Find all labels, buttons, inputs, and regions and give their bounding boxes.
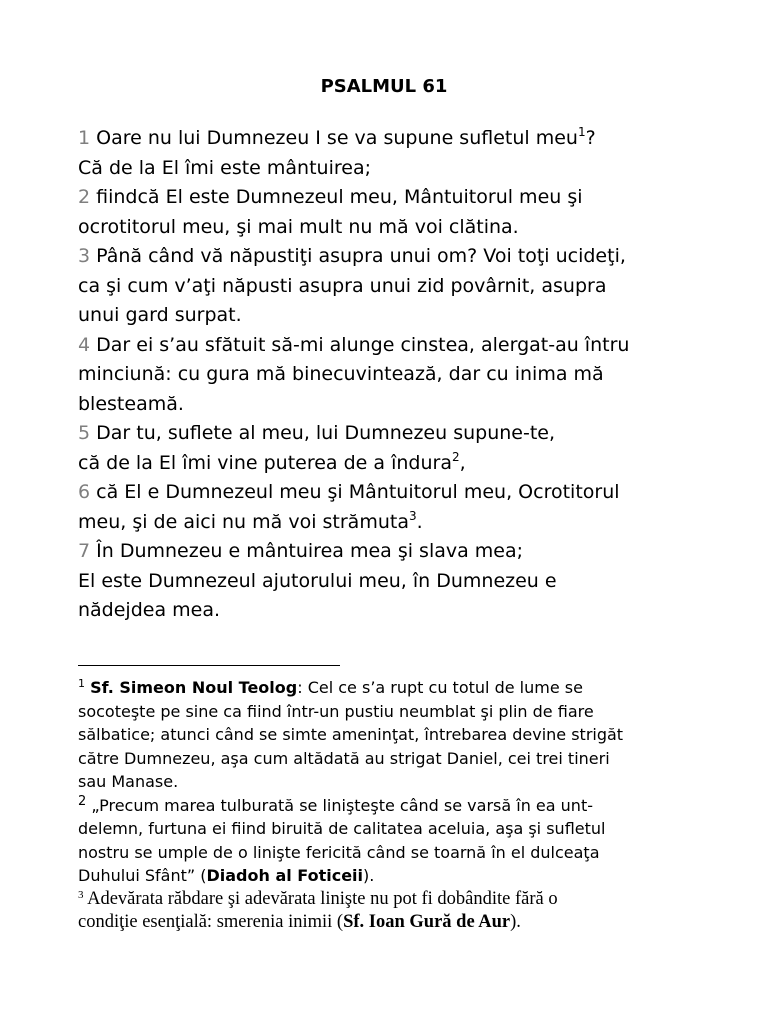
verse-text: meu, şi de aici nu mă voi strămuta: [78, 510, 409, 533]
verse-5-line-1: [78, 419, 738, 449]
verse-7-line-3: [78, 596, 738, 626]
verse-1-line-2: [78, 154, 738, 184]
verse-3-line-3: [78, 301, 738, 331]
footnote-number: 2: [78, 793, 87, 809]
verse-text: că El e Dumnezeul meu şi Mântuitorul meu, Ocrotitorul: [96, 481, 620, 503]
verse-text: În Dumnezeu e mântuirea mea şi slava mea;: [96, 540, 524, 562]
verse-text: Până când vă năpustiţi asupra unui om? Voi toţi ucideţi,: [96, 245, 626, 267]
footnote-1-line-5: [78, 770, 738, 794]
verse-text: nădejdea mea.: [78, 599, 221, 621]
verse-4-line-2: [78, 360, 738, 390]
footnote-number: 3: [78, 888, 84, 901]
verse-text: ca şi cum v’aţi năpusti asupra unui zid povârnit, asupra: [78, 274, 607, 297]
verse-number: 7: [78, 540, 91, 562]
footnote-text: sau Manase.: [78, 772, 179, 791]
verse-3-line-1: [78, 242, 738, 272]
footnote-1-line-2: [78, 700, 738, 724]
footnote-text: socoteşte pe sine ca fiind într-un pustiu neumblat şi plin de fiare: [78, 701, 594, 721]
verse-text: Dar tu, suflete al meu, lui Dumnezeu supune-te,: [96, 422, 555, 444]
footnote-text: ).: [363, 866, 375, 885]
footnote-ref: 1: [577, 125, 586, 139]
footnote-number: 1: [78, 677, 85, 690]
verse-2-line-2: [78, 213, 738, 243]
footnote-text: Duhului Sfânt” (: [78, 866, 207, 885]
verse-text: El este Dumnezeul ajutorului meu, în Dumnezeu e: [78, 569, 557, 592]
verse-2-line-1: [78, 183, 738, 213]
footnotes: [78, 676, 738, 935]
footnote-text: „Precum marea tulburată se linişteşte când se varsă în ea unt-: [91, 795, 593, 815]
footnote-text: ).: [510, 912, 521, 932]
footnote-text: către Dumnezeu, aşa cum altădată au strigat Daniel, cei trei tineri: [78, 748, 610, 768]
verse-6-line-2: [78, 508, 738, 538]
footnote-2-line-3: [78, 841, 738, 865]
verse-number: 6: [78, 481, 91, 503]
verse-7-line-1: [78, 537, 738, 567]
verse-text: Dar ei s’au sfătuit să-mi alunge cinstea, alergat-au întru: [96, 333, 630, 356]
verse-4-line-1: [78, 331, 738, 361]
footnote-1-line-3: [78, 723, 738, 747]
footnote-text: sălbatice; atunci când se simte ameninţat, întrebarea devine strigăt: [78, 725, 624, 744]
verse-1-line-1: [78, 124, 738, 154]
verse-text: .: [416, 510, 423, 533]
verse-number: 4: [78, 333, 91, 356]
footnote-ref: 2: [451, 449, 460, 464]
page-title: PSALMUL 61: [320, 76, 448, 97]
footnote-1-line-1: [78, 676, 738, 700]
verse-text: fiindcă El este Dumnezeul meu, Mântuitorul meu şi: [96, 186, 583, 208]
verse-text: ,: [459, 451, 466, 474]
footnote-text: condiţie esenţială: smerenia inimii (: [78, 912, 344, 932]
footnote-author: Sf. Simeon Noul Teolog: [90, 678, 298, 697]
footnote-3-line-2: [78, 911, 738, 935]
verse-text: Oare nu lui Dumnezeu I se va supune sufletul meu: [96, 127, 578, 149]
verse-7-line-2: [78, 567, 738, 597]
footnote-2-line-2: [78, 817, 738, 841]
verse-text: minciună: cu gura mă binecuvintează, dar cu inima mă: [78, 363, 604, 385]
footnote-ref: 3: [408, 508, 417, 523]
verse-number: 3: [78, 245, 91, 267]
footnote-text: delemn, furtuna ei fiind biruită de calitatea aceluia, aşa şi sufletul: [78, 819, 606, 838]
footnote-separator: [78, 665, 340, 666]
footnote-3-line-1: [78, 888, 738, 912]
footnote-author: Sf. Ioan Gură de Aur: [343, 912, 511, 932]
footnote-author: Diadoh al Foticeii: [206, 866, 364, 885]
verse-text: ocrotitorul meu, şi mai mult nu mă voi clătina.: [78, 215, 519, 238]
verse-5-line-2: [78, 449, 738, 479]
footnote-2-line-1: [78, 794, 738, 818]
verse-text: că de la El îmi vine puterea de a îndura: [78, 451, 452, 474]
footnote-text: nostru se umple de o linişte fericită când se toarnă în el dulceaţa: [78, 842, 600, 862]
verse-text: Că de la El îmi este mântuirea;: [78, 156, 371, 179]
verse-text: blesteamă.: [78, 392, 184, 415]
footnote-2-line-4: [78, 864, 738, 888]
verse-number: 1: [78, 127, 91, 149]
footnote-text: Adevărata răbdare şi adevărata linişte nu pot fi dobândite fără o: [87, 888, 558, 909]
footnote-text: : Cel ce s’a rupt cu totul de lume se: [297, 678, 583, 697]
verse-text: unui gard surpat.: [78, 304, 242, 326]
verse-text: ?: [585, 127, 596, 149]
verse-number: 2: [78, 186, 91, 208]
verse-3-line-2: [78, 272, 738, 302]
verse-4-line-3: [78, 390, 738, 420]
footnote-1-line-4: [78, 747, 738, 771]
verse-number: 5: [78, 422, 91, 444]
verse-6-line-1: [78, 478, 738, 508]
psalm-text: [78, 124, 738, 626]
